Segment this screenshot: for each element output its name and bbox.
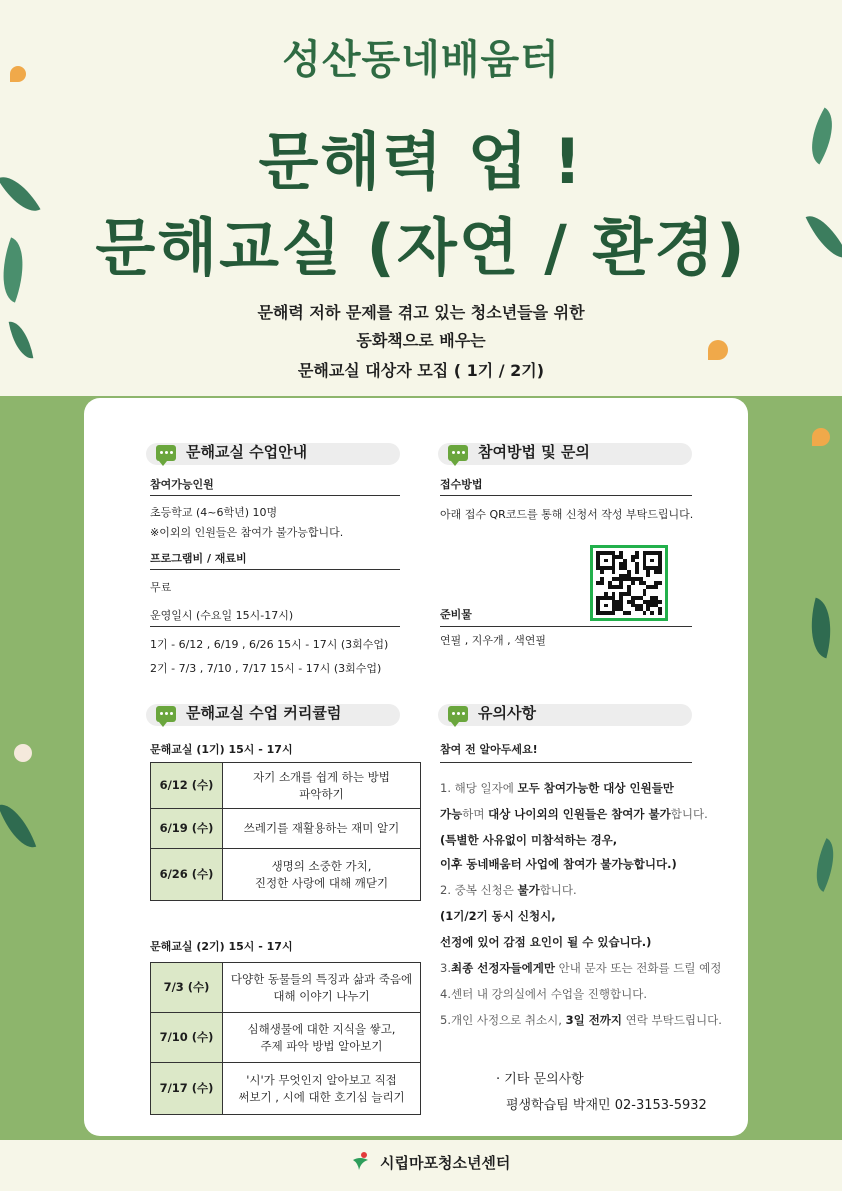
- center-logo-icon: [350, 1150, 372, 1172]
- qr-code[interactable]: [590, 545, 668, 621]
- section-header-apply: [438, 443, 692, 465]
- chat-bubble-icon: [156, 445, 176, 461]
- footer-org: 시립마포청소년센터: [380, 1154, 511, 1172]
- schedule-label: 운영일시 (수요일 15시-17시): [150, 609, 294, 622]
- notice-line6: (1기/2기 동시 신청시,: [440, 909, 556, 923]
- session-desc: 자기 소개를 쉽게 하는 방법 파악하기: [223, 763, 421, 809]
- fee-value: 무료: [150, 581, 172, 594]
- session-desc: 쓰레기를 재활용하는 재미 알기: [223, 809, 421, 849]
- notice-line10: 5.개인 사정으로 취소시, 3일 전까지 연락 부탁드립니다.: [440, 1013, 722, 1027]
- section-title-curriculum: 문해교실 수업 커리큘럼: [186, 704, 342, 722]
- notice-line7: 선정에 있어 감점 요인이 될 수 있습니다.): [440, 935, 652, 949]
- table-row: [151, 763, 421, 809]
- session-desc: 심해생물에 대한 지식을 쌓고, 주제 파악 방법 알아보기: [223, 1013, 421, 1063]
- chat-bubble-icon: [448, 445, 468, 461]
- session-date: 6/12 (수): [151, 763, 223, 809]
- curriculum-table-1: [150, 762, 421, 901]
- contact-value: 평생학습팀 박재민 02-3153-5932: [506, 1098, 707, 1113]
- prep-text: 연필 , 지우개 , 색연필: [440, 634, 546, 647]
- notice-line4: 이후 동네배움터 사업에 참여가 불가능합니다.): [440, 857, 677, 871]
- section-header-curriculum: [146, 704, 400, 726]
- chat-bubble-icon: [156, 706, 176, 722]
- main-title-line1: 문해력 업 !: [258, 125, 584, 198]
- chat-bubble-icon: [448, 706, 468, 722]
- session-date: 7/17 (수): [151, 1063, 223, 1115]
- subtitle-line2: 동화책으로 배우는: [356, 331, 486, 350]
- eligible-label: 참여가능인원: [150, 478, 214, 491]
- divider: [440, 762, 692, 763]
- session-desc: 다양한 동물들의 특징과 삶과 죽음에 대해 이야기 나누기: [223, 963, 421, 1013]
- info-card: [84, 398, 748, 1136]
- table-row: [151, 809, 421, 849]
- schedule-line2: 2기 - 7/3 , 7/10 , 7/17 15시 - 17시 (3회수업): [150, 662, 382, 675]
- section-header-guide: [146, 443, 400, 465]
- divider: [150, 626, 400, 627]
- eligible-line2: ※이외의 인원들은 참여가 불가능합니다.: [150, 526, 344, 539]
- session-date: 6/19 (수): [151, 809, 223, 849]
- group1-label: 문해교실 (1기) 15시 - 17시: [150, 743, 293, 756]
- eligible-line1: 초등학교 (4~6학년) 10명: [150, 506, 278, 519]
- main-title-line2: 문해교실 (자연 / 환경): [95, 211, 747, 284]
- table-row: [151, 1013, 421, 1063]
- method-text: 아래 접수 QR코드를 통해 신청서 작성 부탁드립니다.: [440, 508, 694, 521]
- prep-label: 준비물: [440, 608, 472, 621]
- section-title-apply: 참여방법 및 문의: [478, 443, 590, 461]
- table-row: [151, 849, 421, 901]
- schedule-line1: 1기 - 6/12 , 6/19 , 6/26 15시 - 17시 (3회수업): [150, 638, 389, 651]
- curriculum-table-2: [150, 962, 421, 1115]
- session-desc: '시'가 무엇인지 알아보고 직접 써보기 , 시에 대한 호기심 늘리기: [223, 1063, 421, 1115]
- notice-line3: (특별한 사유없이 미참석하는 경우,: [440, 833, 618, 847]
- group2-label: 문해교실 (2기) 15시 - 17시: [150, 940, 293, 953]
- divider: [440, 495, 692, 496]
- divider: [150, 569, 400, 570]
- session-date: 6/26 (수): [151, 849, 223, 901]
- section-title-notice: 유의사항: [478, 704, 536, 722]
- notice-line8: 3.최종 선정자들에게만 안내 문자 또는 전화를 드릴 예정: [440, 961, 722, 975]
- section-header-notice: [438, 704, 692, 726]
- fee-label: 프로그램비 / 재료비: [150, 552, 247, 565]
- contact-label: · 기타 문의사항: [496, 1072, 584, 1087]
- notice-lead: 참여 전 알아두세요!: [440, 743, 538, 756]
- subtitle-line3: 문해교실 대상자 모집 ( 1기 / 2기): [297, 361, 545, 380]
- notice-line5: 2. 중복 신청은 불가합니다.: [440, 883, 577, 897]
- method-label: 접수방법: [440, 478, 483, 491]
- session-desc: 생명의 소중한 가치, 진정한 사랑에 대해 깨닫기: [223, 849, 421, 901]
- subtitle-line1: 문해력 저하 문제를 겪고 있는 청소년들을 위한: [257, 303, 585, 322]
- table-row: [151, 1063, 421, 1115]
- session-date: 7/3 (수): [151, 963, 223, 1013]
- section-title-guide: 문해교실 수업안내: [186, 443, 308, 461]
- notice-line1: 1. 해당 일자에 모두 참여가능한 대상 인원들만: [440, 781, 674, 795]
- notice-line2: 가능하며 대상 나이외의 인원들은 참여가 불가합니다.: [440, 807, 708, 821]
- divider: [150, 495, 400, 496]
- table-row: [151, 963, 421, 1013]
- org-title: 성산동네배움터: [282, 37, 560, 83]
- notice-line9: 4.센터 내 강의실에서 수업을 진행합니다.: [440, 987, 647, 1001]
- session-date: 7/10 (수): [151, 1013, 223, 1063]
- divider: [440, 626, 692, 627]
